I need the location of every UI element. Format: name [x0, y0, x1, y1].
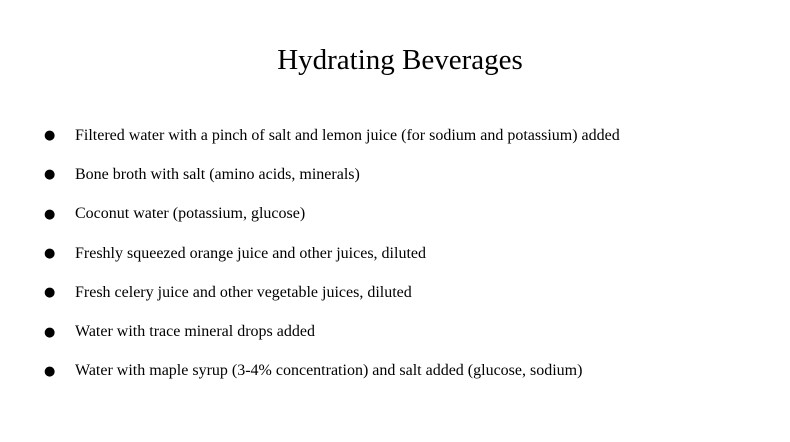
- list-item-text: Water with maple syrup (3-4% concentration) and salt added (glucose, sodium): [75, 362, 583, 380]
- list-item: [40, 240, 770, 279]
- list-item: [40, 201, 770, 240]
- bullet-icon: ●: [44, 128, 56, 144]
- list-item-text: Fresh celery juice and other vegetable juices, diluted: [75, 283, 412, 301]
- bullet-list: [40, 122, 770, 397]
- list-item-text: Water with trace mineral drops added: [75, 323, 315, 341]
- bullet-icon: ●: [44, 285, 56, 301]
- bullet-icon: ●: [44, 324, 56, 340]
- bullet-icon: ●: [44, 206, 56, 222]
- list-item: [40, 279, 770, 318]
- list-item-text: Freshly squeezed orange juice and other juices, diluted: [75, 244, 426, 262]
- list-item: [40, 358, 770, 397]
- list-item-text: Bone broth with salt (amino acids, minerals): [75, 165, 360, 183]
- list-item: [40, 161, 770, 200]
- list-item: [40, 122, 770, 161]
- list-item: [40, 318, 770, 357]
- list-item-text: Coconut water (potassium, glucose): [75, 205, 306, 223]
- bullet-icon: ●: [44, 246, 56, 262]
- slide-title: Hydrating Beverages: [277, 44, 523, 76]
- list-item-text: Filtered water with a pinch of salt and lemon juice (for sodium and potassium) added: [75, 126, 620, 144]
- bullet-icon: ●: [44, 363, 56, 379]
- bullet-icon: ●: [44, 167, 56, 183]
